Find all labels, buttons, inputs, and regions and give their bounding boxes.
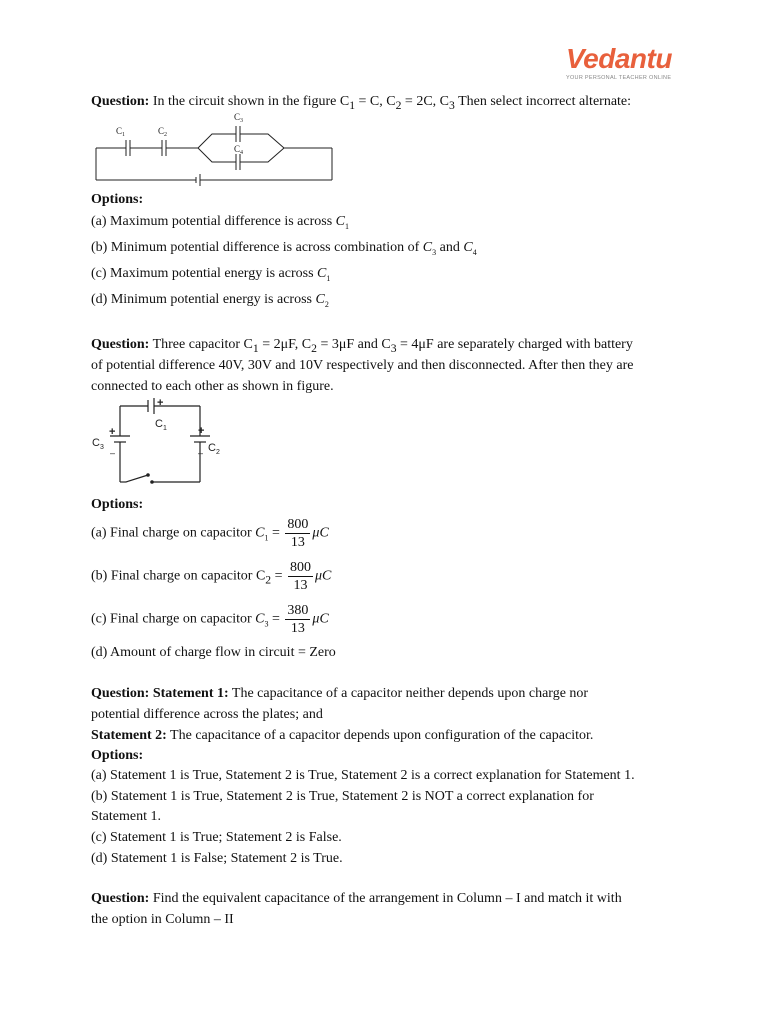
vedantu-logo: [566, 44, 678, 86]
q2-option-b: (b) Final charge on capacitor $C_2$ = $\frac{800}{13}$ μC: [91, 560, 332, 593]
q3-label: Question: Statement 1:: [91, 686, 229, 701]
q2-option-d: (d) Amount of charge flow in circuit = Zero: [91, 645, 336, 660]
q1-fig-c1-label: $C_1$: [116, 126, 126, 138]
q1-option-c: (c) Maximum potential energy is across $C_1$: [91, 266, 331, 283]
q4-label: Question:: [91, 891, 150, 906]
q1-option-d: (d) Minimum potential energy is across $C_2$: [91, 292, 329, 309]
q3-options-label: Options:: [91, 748, 144, 763]
q3-option-a: (a) Statement 1 is True, Statement 2 is True, Statement 2 is a correct explanation for Statement 1.: [91, 768, 635, 783]
q2-option-c: (c) Final charge on capacitor $C_3$ = $\frac{380}{13}$ μC: [91, 603, 329, 636]
q1-option-a: (a) Maximum potential difference is across $C_1$: [91, 214, 350, 231]
q2-fig-c2-minus: –: [198, 448, 204, 458]
q1-fig-c2-label: $C_2$: [158, 126, 168, 138]
q1-fig-c3-label: $C_3$: [234, 112, 244, 124]
logo-wordmark: Vedantu: [566, 43, 672, 74]
q2-option-c-fraction: $\frac{380}{13}$: [287, 603, 309, 636]
q4-line-1: Question: Find the equivalent capacitance of the arrangement in Column – I and match it with: [91, 891, 622, 906]
logo-tagline: YOUR PERSONAL TEACHER ONLINE: [566, 75, 672, 81]
q1-fig-c4-label: $C_4$: [234, 144, 244, 156]
q2-fig-c1-plus: +: [157, 397, 164, 409]
q2-line-3: connected to each other as shown in figure.: [91, 379, 334, 394]
q1-statement: Question: In the circuit shown in the figure $C_1 = C$, $C_2 = 2C$, $C_3$ Then select incorrect alternate:: [91, 94, 632, 112]
q2-fig-c2-plus: +: [198, 425, 205, 437]
q1-options-label: Options:: [91, 192, 144, 207]
q3-option-b-cont: Statement 1.: [91, 809, 161, 824]
q2-fig-c2-label: $C_2$: [208, 442, 220, 456]
q1-label: Question:: [91, 94, 150, 109]
q2-circuit-figure: [90, 396, 230, 488]
q3-line-2: potential difference across the plates; and: [91, 707, 323, 722]
q1-option-b: (b) Minimum potential difference is across combination of $C_3$ and $C_4$: [91, 240, 477, 257]
q2-option-a-fraction: $\frac{800}{13}$: [287, 517, 309, 550]
q2-fig-c3-minus: –: [110, 448, 116, 458]
q3-statement-2-label: Statement 2:: [91, 728, 167, 743]
q3-option-d: (d) Statement 1 is False; Statement 2 is True.: [91, 851, 343, 866]
q3-option-c: (c) Statement 1 is True; Statement 2 is False.: [91, 830, 342, 845]
q2-fig-c3-plus: +: [109, 426, 116, 438]
q2-line-2: of potential difference 40V, 30V and 10V respectively and then disconnected. After then they are: [91, 358, 634, 373]
q2-options-label: Options:: [91, 497, 144, 512]
q2-line-1: Question: Three capacitor $C_1 = 2\mu F$, $C_2 = 3\mu F$ and $C_3 = 4\mu F$ are separately charged with battery: [91, 337, 633, 355]
q2-option-b-fraction: $\frac{800}{13}$: [290, 560, 312, 593]
q1-circuit-figure: [92, 112, 342, 188]
q3-statement-2: Statement 2: The capacitance of a capacitor depends upon configuration of the capacitor.: [91, 728, 594, 743]
q4-line-2: the option in Column – II: [91, 912, 234, 927]
q2-label: Question:: [91, 337, 150, 352]
q2-fig-c3-label: $C_3$: [92, 437, 104, 451]
q2-option-a: (a) Final charge on capacitor $C_1$ = $\frac{800}{13}$ μC: [91, 517, 329, 550]
q3-line-1: Question: Statement 1: The capacitance of a capacitor neither depends upon charge nor: [91, 686, 589, 701]
q2-fig-c1-label: $C_1$: [155, 418, 167, 432]
q3-option-b: (b) Statement 1 is True, Statement 2 is True, Statement 2 is NOT a correct explanation for: [91, 789, 594, 804]
